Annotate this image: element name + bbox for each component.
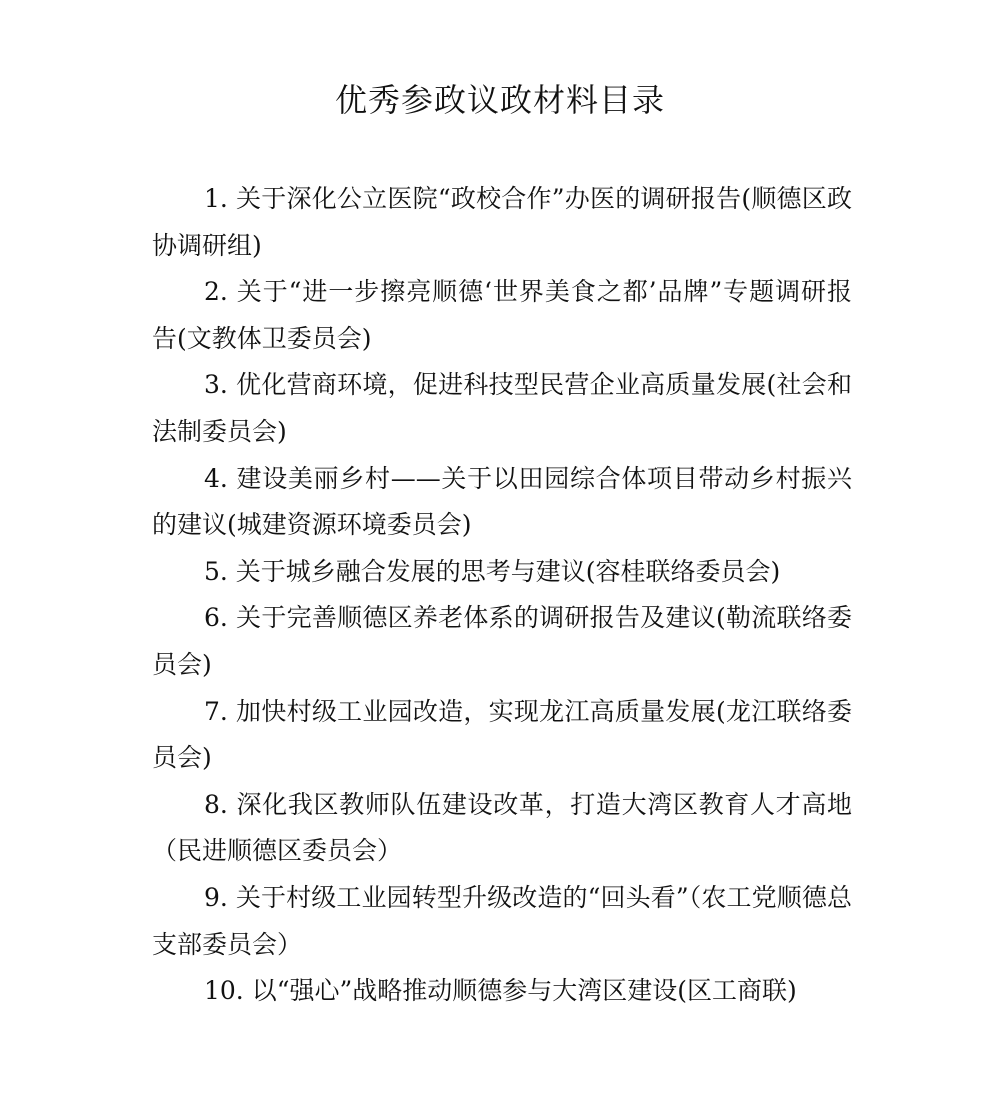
document-title: 优秀参政议政材料目录: [334, 81, 665, 119]
list-item: 5. 关于城乡融合发展的思考与建议(容桂联络委员会): [204, 556, 781, 586]
list-item: 7. 加快村级工业园改造，实现龙江高质量发展(龙江联络委员会): [152, 696, 852, 773]
list-item: 1. 关于深化公立医院“政校合作”办医的调研报告(顺德区政协调研组): [152, 184, 852, 260]
list-item: 2. 关于“进一步擦亮顺德‘世界美食之都’品牌”专题调研报告(文教体卫委员会): [152, 277, 852, 353]
list-item: 6. 关于完善顺德区养老体系的调研报告及建议(勒流联络委员会): [152, 603, 852, 679]
list-item: 8. 深化我区教师队伍建设改革，打造大湾区教育人才高地（民进顺德区委员会）: [152, 789, 852, 866]
list-item: 9. 关于村级工业园转型升级改造的“回头看”（农工党顺德总支部委员会）: [152, 882, 852, 959]
material-list: [152, 176, 852, 1015]
list-item: 10. 以“强心”战略推动顺德参与大湾区建设(区工商联): [204, 976, 797, 1006]
list-item: 4. 建设美丽乡村——关于以田园综合体项目带动乡村振兴的建议(城建资源环境委员会): [152, 463, 852, 540]
list-item: 3. 优化营商环境，促进科技型民营企业高质量发展(社会和法制委员会): [152, 370, 852, 446]
